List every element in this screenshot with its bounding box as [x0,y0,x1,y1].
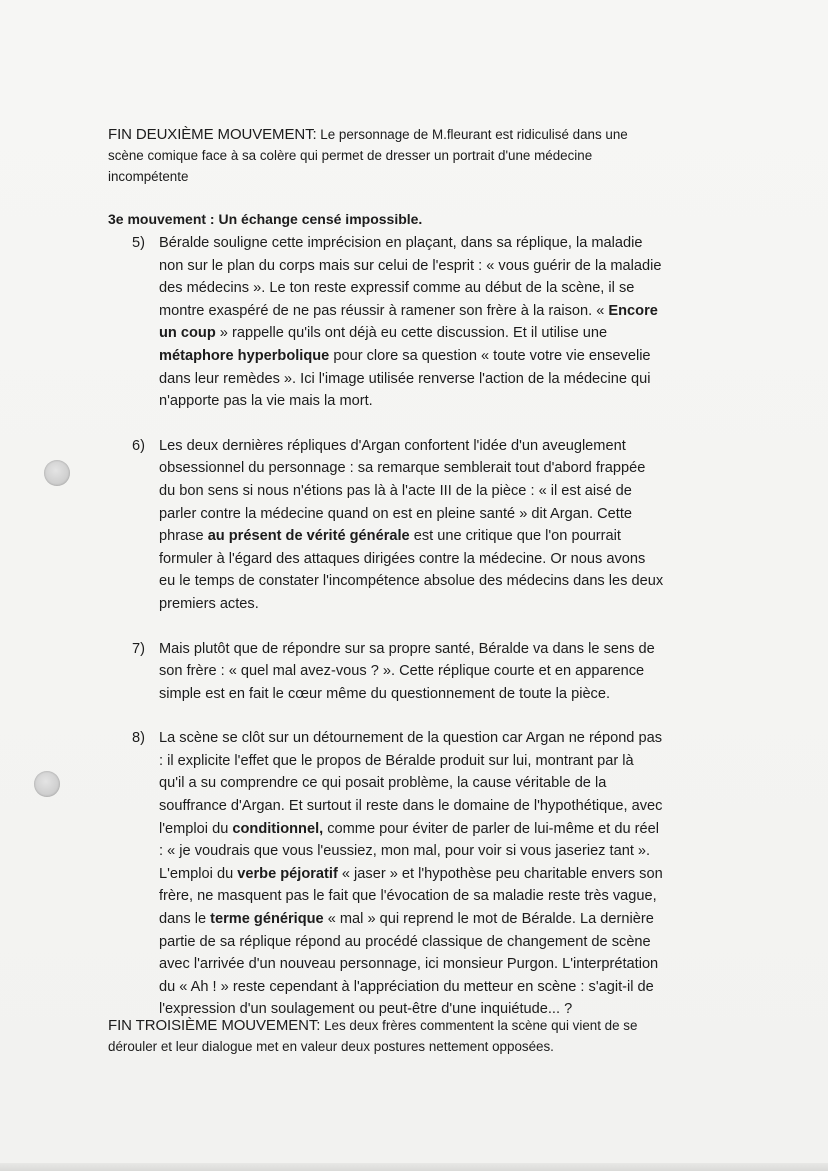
fin-troisieme-heading: FIN TROISIÈME MOUVEMENT: [108,1017,321,1034]
text-line [159,503,731,526]
emphasis-term: Encore [608,302,658,319]
emphasis-term: métaphore hyperbolique [159,347,330,364]
list-item [132,232,732,413]
text-segment: des médecins ». Le ton reste expressif comme au début de la scène, il se [159,280,635,297]
text-segment: formuler à l'égard des attaques dirigées contre la médecine. Or nous avons [159,550,646,567]
text-line [159,683,731,706]
text-segment: : « je voudrais que vous l'eussiez, mon mal, pour voir si vous jaseriez tant ». [159,843,651,860]
text-line [159,390,731,413]
punch-hole [44,460,70,486]
item-text [159,435,731,616]
text-segment: simple est en fait le cœur même du questionnement de toute la pièce. [159,685,611,702]
text-segment: » rappelle qu'ils ont déjà eu cette discussion. Et il utilise une [215,325,608,342]
text-line [159,435,731,458]
text-segment: n'apporte pas la vie mais la mort. [159,393,373,410]
text-line [159,457,731,480]
text-line [159,570,731,593]
text-line [159,345,731,368]
text-segment: Les deux dernières répliques d'Argan confortent l'idée d'un aveuglement [159,437,626,454]
text-segment: dans le [159,911,211,928]
list-item [132,727,732,1021]
text-segment: l'expression d'un soulagement ou peut-être d'une inquiétude... ? [159,1001,573,1018]
text-line [159,976,731,999]
text-line [159,727,731,750]
text-segment: phrase [159,528,208,545]
text-segment: Béralde souligne cette imprécision en plaçant, dans sa réplique, la maladie [159,235,643,251]
text-segment: « mal » qui reprend le mot de Béralde. La dernière [323,911,654,928]
item-number: 8) [132,730,145,747]
text-segment: eu le temps de constater l'incompétence absolue des médecins dans les deux [159,573,664,590]
text-line [159,863,731,886]
fin-troisieme-mouvement [108,1015,708,1057]
text-line [159,480,731,503]
emphasis-term: verbe péjoratif [237,865,338,882]
text-segment: qu'il a su comprendre ce qui posait problème, la cause véritable de la [159,775,607,792]
text-line [159,795,731,818]
text-segment: l'emploi du [159,820,233,837]
item-number: 5) [132,235,145,251]
fin-deuxieme-line: scène comique face à sa colère qui permet de dresser un portrait d'une médecine [108,148,593,163]
text-line [159,638,731,661]
text-segment: souffrance d'Argan. Et surtout il reste dans le domaine de l'hypothétique, avec [159,798,663,815]
fin-troisieme-line: Les deux frères commentent la scène qui vient de se [320,1018,638,1033]
text-segment: La scène se clôt sur un détournement de la question car Argan ne répond pas [159,730,663,747]
text-line [159,322,731,345]
item-text [159,727,731,1021]
text-segment: du « Ah ! » reste cependant à l'appréciation du metteur en scène : s'agit-il de [159,978,654,995]
text-line [159,300,731,323]
text-segment: frère, ne masquent pas le fait que l'évocation de sa maladie reste très vague, [159,888,657,905]
emphasis-term: terme générique [210,911,324,928]
text-line [159,593,731,616]
emphasis-term: au présent de vérité générale [207,528,410,545]
punch-hole [34,771,60,797]
text-line [159,908,731,931]
text-line [159,818,731,841]
text-line [159,931,731,954]
text-line [159,660,731,683]
text-segment: non sur le plan du corps mais sur celui de l'esprit : « vous guérir de la maladie [159,257,662,274]
list-item [132,435,732,616]
text-line [159,772,731,795]
text-line [159,750,731,773]
emphasis-term: conditionnel, [232,820,324,837]
text-line [159,548,731,571]
fin-deuxieme-line: incompétente [108,169,189,184]
text-line [159,840,731,863]
text-line [159,368,731,391]
text-segment: premiers actes. [159,595,259,612]
numbered-list [132,232,732,1021]
text-segment: : il explicite l'effet que le propos de Béralde produit sur lui, montrant par là [159,752,634,769]
text-segment: parler contre la médecine quand on est en pleine santé » dit Argan. Cette [159,505,632,522]
text-segment: partie de sa réplique répond au procédé classique de changement de scène [159,933,651,950]
text-segment: est une critique que l'on pourrait [409,528,621,545]
text-segment: Mais plutôt que de répondre sur sa propre santé, Béralde va dans le sens de [159,640,655,657]
text-line [159,885,731,908]
item-text [159,638,731,706]
text-line [159,953,731,976]
text-segment: son frère : « quel mal avez-vous ? ». Cette réplique courte et en apparence [159,663,645,680]
fin-deuxieme-line: Le personnage de M.fleurant est ridiculisé dans une [316,127,628,142]
fin-deuxieme-heading: FIN DEUXIÈME MOUVEMENT: [108,126,317,143]
text-segment: L'emploi du [159,865,238,882]
text-segment: pour clore sa question « toute votre vie ensevelie [329,347,651,364]
text-line [159,525,731,548]
text-segment: dans leur remèdes ». Ici l'image utilisée renverse l'action de la médecine qui [159,370,651,387]
text-segment: « jaser » et l'hypothèse peu charitable envers son [337,865,663,882]
text-segment: montre exaspéré de ne pas réussir à ramener son frère à la raison. « [159,302,609,319]
text-segment: avec l'arrivée d'un nouveau personnage, ici monsieur Purgon. L'interprétation [159,956,659,973]
fin-deuxieme-mouvement [108,124,708,187]
text-segment: obsessionnel du personnage : sa remarque semblerait tout d'abord frappée [159,460,646,477]
fin-troisieme-line: dérouler et leur dialogue met en valeur deux postures nettement opposées. [108,1039,554,1054]
item-text [159,232,731,413]
text-line [159,232,731,255]
text-line [159,255,731,278]
text-segment: comme pour éviter de parler de lui-même et du réel [323,820,659,837]
item-number: 7) [132,640,145,657]
page-bottom-edge [0,1163,828,1171]
text-line [159,277,731,300]
item-number: 6) [132,437,145,454]
emphasis-term: un coup [159,325,216,342]
text-segment: du bon sens si nous n'étions pas là à l'acte III de la pièce : « il est aisé de [159,482,632,499]
mouvement-3-title: 3e mouvement : Un échange censé impossible. [108,211,423,227]
list-item [132,638,732,706]
